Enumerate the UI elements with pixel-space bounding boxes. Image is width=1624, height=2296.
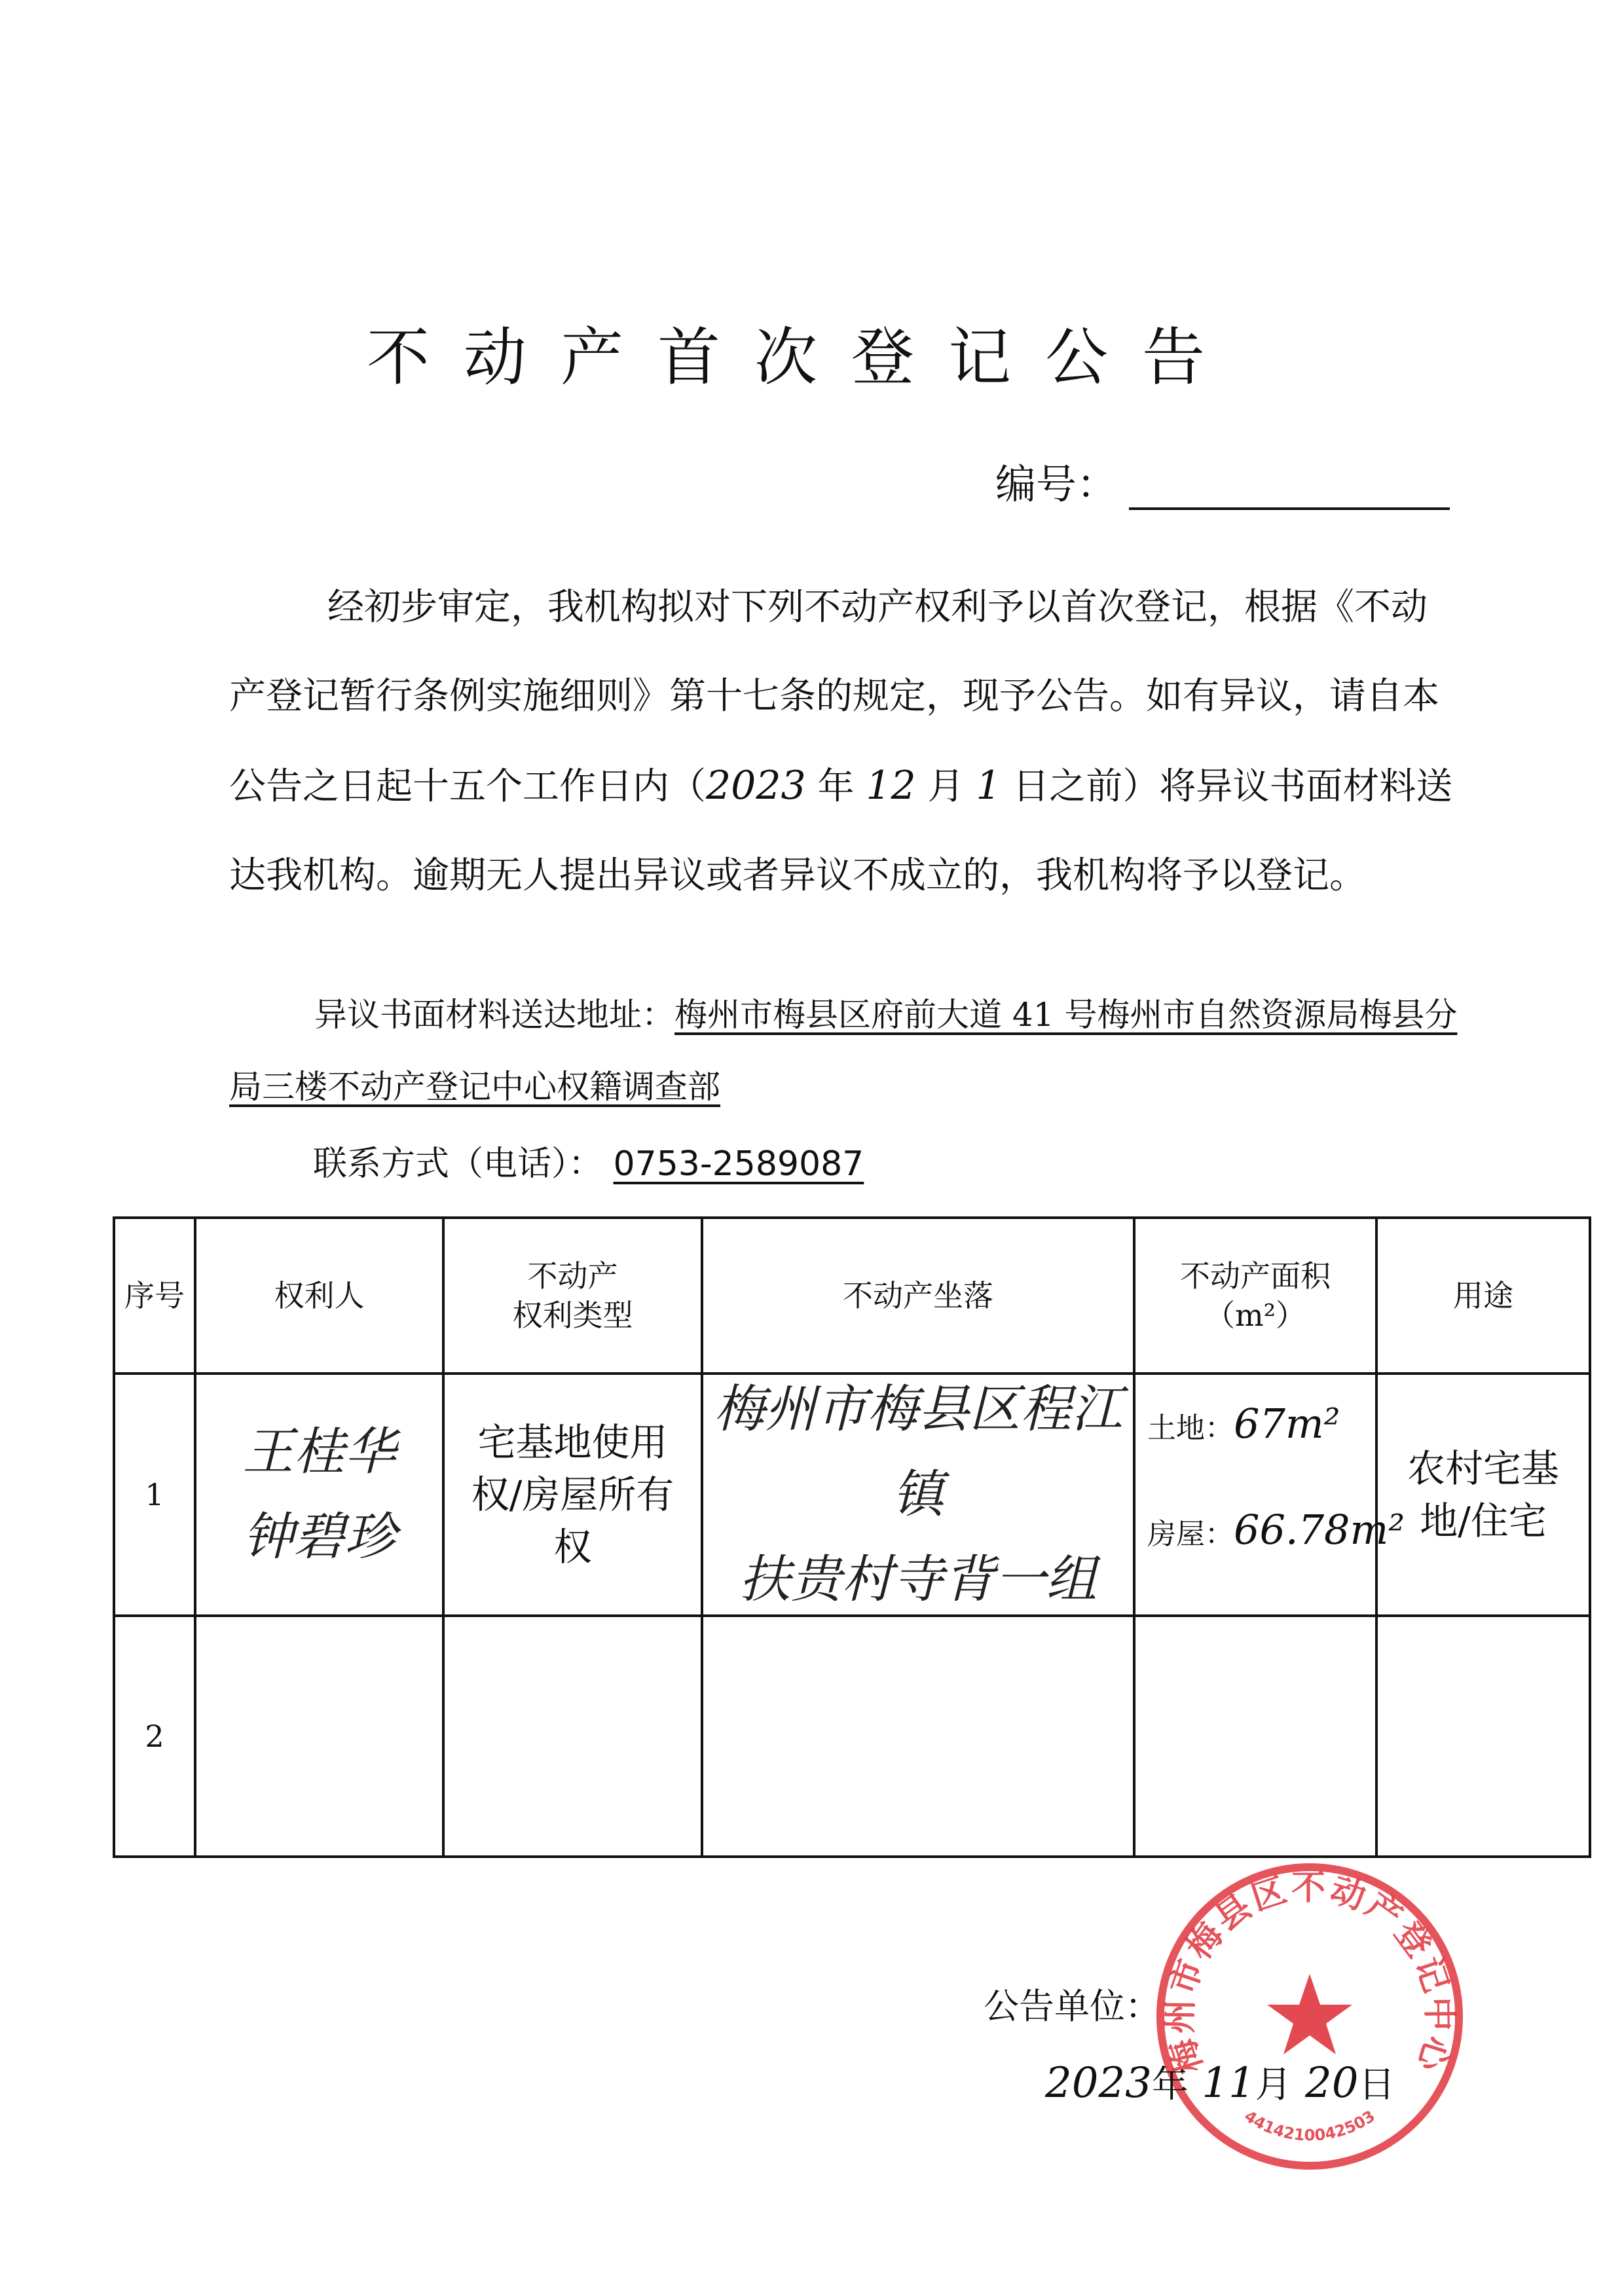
deadline-year: 2023 xyxy=(706,763,806,809)
registration-table xyxy=(113,1216,1591,1858)
announcing-unit xyxy=(984,1978,1160,2029)
deadline-month: 12 xyxy=(866,763,916,809)
address-label: 异议书面材料送达地址： xyxy=(314,996,674,1034)
date-year-char: 年 xyxy=(1151,2064,1189,2106)
month-char: 月 xyxy=(927,765,965,808)
seal-code: 4414210042503 xyxy=(1241,2106,1378,2145)
header-type-line2: 权利类型 xyxy=(512,1298,633,1333)
deadline-day: 1 xyxy=(976,763,1001,809)
header-area-line2: （m²） xyxy=(1204,1298,1306,1333)
row1-location xyxy=(702,1374,1134,1616)
announcement-date xyxy=(1045,2056,1395,2108)
date-day: 20 xyxy=(1305,2059,1359,2107)
row1-house-value: 66.78m² xyxy=(1234,1506,1405,1554)
svg-text:梅州市梅县区不动产登记中心 xyxy=(1161,1868,1459,2078)
header-area-line1: 不动产面积 xyxy=(1180,1258,1331,1294)
contact-phone: 0753-2589087 xyxy=(613,1144,864,1184)
objection-address xyxy=(229,979,1460,1123)
address-value: 梅州市梅县区府前大道 41 号梅州市自然资源局梅县分局三楼不动产登记中心权籍调查部 xyxy=(229,996,1458,1106)
number-label: 编号： xyxy=(995,460,1118,508)
row1-holder-1: 王桂华 xyxy=(242,1423,396,1482)
header-no: 序号 xyxy=(124,1278,185,1313)
date-month: 11 xyxy=(1202,2059,1255,2107)
row1-land-label: 土地： xyxy=(1147,1412,1234,1445)
row1-location-2: 扶贵村寺背一组 xyxy=(739,1550,1097,1609)
header-area xyxy=(1134,1218,1376,1374)
page-title: 不动产首次登记公告 xyxy=(367,321,1239,394)
unit-label: 公告单位： xyxy=(984,1986,1160,2027)
row1-no: 1 xyxy=(145,1477,164,1512)
header-type-line1: 不动产 xyxy=(527,1258,618,1294)
row2-holder xyxy=(195,1616,443,1857)
seal-graphic xyxy=(1153,1859,1467,2174)
number-blank-line xyxy=(1129,473,1450,510)
contact-line xyxy=(313,1136,864,1185)
year-char: 年 xyxy=(817,765,855,808)
row1-house-area xyxy=(1147,1506,1405,1554)
row2-no: 2 xyxy=(145,1719,164,1754)
row1-use: 农村宅基地/住宅 xyxy=(1407,1446,1559,1543)
row2-use xyxy=(1376,1616,1590,1857)
date-day-char: 日 xyxy=(1358,2064,1395,2106)
row2-area xyxy=(1134,1616,1376,1857)
header-use: 用途 xyxy=(1453,1278,1513,1313)
notice-paragraph xyxy=(229,563,1460,920)
row1-land-value: 67m² xyxy=(1234,1400,1340,1448)
official-seal xyxy=(1153,1859,1467,2174)
paragraph-text-b: 日之前）将异议书面材料送达我机构。逾期无人提出异议或者异议不成立的，我机构将予以登记。 xyxy=(229,765,1453,897)
svg-text:4414210042503 xyxy=(1241,2107,1378,2145)
row1-house-label: 房屋： xyxy=(1147,1518,1234,1551)
seal-text: 梅州市梅县区不动产登记中心 xyxy=(1160,1868,1459,2079)
header-holder: 权利人 xyxy=(274,1278,365,1313)
row1-land-area xyxy=(1147,1400,1340,1448)
paragraph-text-a: 经初步审定，我机构拟对下列不动产权利予以首次登记，根据《不动产登记暂行条例实施细则》第十七条的规定，现予公告。如有异议，请自本公告之日起十五个工作日内（ xyxy=(229,586,1439,808)
seal-star-icon xyxy=(1267,1974,1352,2054)
header-right-type xyxy=(443,1218,702,1374)
header-location: 不动产坐落 xyxy=(843,1278,993,1313)
date-year: 2023 xyxy=(1045,2059,1152,2107)
date-month-char: 月 xyxy=(1255,2064,1292,2106)
row1-type: 宅基地使用权/房屋所有权 xyxy=(471,1420,674,1569)
row1-location-1: 梅州市梅县区程江镇 xyxy=(713,1380,1122,1524)
row2-location xyxy=(702,1616,1134,1857)
row2-type xyxy=(443,1616,702,1857)
row1-holder xyxy=(195,1374,443,1616)
contact-label: 联系方式（电话）： xyxy=(313,1144,603,1184)
notice-number xyxy=(995,452,1450,510)
row1-holder-2: 钟碧珍 xyxy=(242,1508,396,1567)
